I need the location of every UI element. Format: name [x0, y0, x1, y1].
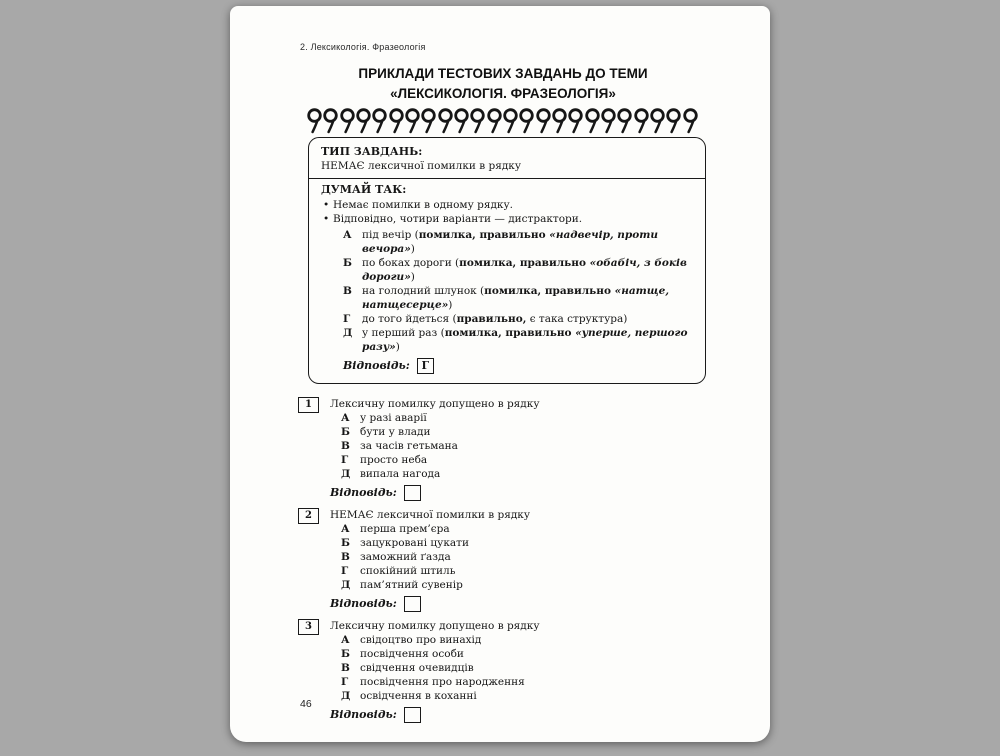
option-text — [362, 312, 627, 326]
option-letter: Б — [341, 426, 350, 439]
option-letter: В — [341, 551, 350, 564]
book-page — [230, 6, 770, 742]
question-body — [330, 508, 530, 612]
example-option-b — [343, 256, 693, 284]
answer-label: Відповідь: — [343, 359, 410, 373]
option-letter: В — [343, 285, 352, 298]
option-letter: Г — [341, 454, 349, 467]
option-letter: Г — [343, 313, 351, 326]
answer-option — [341, 453, 540, 467]
example-options — [343, 228, 693, 354]
task-type-label: ТИП ЗАВДАНЬ: — [321, 145, 423, 159]
spiral-binding-decoration — [307, 107, 699, 134]
answer-option — [341, 522, 530, 536]
example-option-v — [343, 284, 693, 312]
option-text: зацукровані цукати — [360, 537, 469, 550]
answer-box-empty — [404, 485, 421, 501]
option-letter: А — [343, 229, 352, 242]
option-text-part: під вечір ( — [362, 229, 419, 242]
option-text-part: ) — [395, 341, 400, 354]
option-text: заможний ґазда — [360, 551, 451, 564]
option-text: посвідчення особи — [360, 648, 464, 661]
option-text-bold-italic: «уперше, першого разу» — [362, 327, 688, 354]
task-type-text: НЕМАЄ лексичної помилки в рядку — [321, 160, 522, 173]
option-letter: В — [341, 662, 350, 675]
option-letter: Г — [341, 676, 349, 689]
question-2 — [300, 508, 706, 612]
option-text: за часів гетьмана — [360, 440, 458, 453]
option-text-bold-italic: «натще, натщесерце» — [362, 285, 670, 312]
example-option-g — [343, 312, 693, 326]
option-text: свідчення очевидців — [360, 662, 474, 675]
option-text-bold: правильно, — [456, 313, 527, 326]
question-number: 1 — [298, 397, 319, 413]
question-prompt: Лексичну помилку допущено в рядку — [330, 620, 540, 633]
answer-option — [341, 689, 540, 703]
option-text-part: по боках дороги ( — [362, 257, 460, 270]
option-text-bold: помилка, правильно — [459, 257, 590, 270]
question-options — [341, 633, 540, 703]
answer-row — [330, 707, 540, 723]
task-type-section — [321, 145, 693, 173]
option-letter: Б — [343, 257, 352, 270]
option-letter: А — [341, 634, 350, 647]
option-text-bold-italic: «обабіч, з боків дороги» — [362, 257, 687, 284]
answer-option — [341, 647, 540, 661]
questions-list — [300, 397, 706, 723]
option-text — [362, 284, 692, 312]
example-task-box — [308, 137, 706, 384]
option-text: освідчення в коханні — [360, 690, 477, 703]
answer-row — [330, 485, 540, 501]
think-label: ДУМАЙ ТАК: — [321, 183, 407, 197]
option-text-bold: помилка, правильно — [444, 327, 576, 340]
question-1 — [300, 397, 706, 501]
answer-label: Відповідь: — [330, 708, 397, 722]
option-letter: Г — [341, 565, 349, 578]
answer-box-filled: Г — [417, 358, 434, 374]
option-text: свідоцтво про винахід — [360, 634, 482, 647]
page-content — [300, 6, 706, 730]
example-option-d — [343, 326, 693, 354]
option-text-bold: помилка, правильно — [418, 229, 550, 242]
option-text-bold-italic: «надвечір, проти вечора» — [362, 229, 659, 256]
question-options — [341, 522, 530, 592]
option-letter: Б — [341, 648, 350, 661]
question-3 — [300, 619, 706, 723]
option-letter: Д — [341, 579, 351, 592]
answer-option — [341, 633, 540, 647]
page-title-line1: ПРИКЛАДИ ТЕСТОВИХ ЗАВДАНЬ ДО ТЕМИ — [358, 66, 648, 81]
think-bullet: • Немає помилки в одному рядку. — [321, 198, 693, 212]
page-number: 46 — [300, 698, 312, 710]
option-text — [362, 256, 692, 284]
answer-option — [341, 467, 540, 481]
option-letter: Д — [343, 327, 353, 340]
page-title-line2: «ЛЕКСИКОЛОГІЯ. ФРАЗЕОЛОГІЯ» — [390, 85, 616, 101]
think-bullets — [321, 198, 693, 226]
answer-option — [341, 661, 540, 675]
answer-option — [341, 439, 540, 453]
option-letter: Б — [341, 537, 350, 550]
question-prompt: Лексичну помилку допущено в рядку — [330, 398, 540, 411]
option-letter: А — [341, 523, 350, 536]
think-section — [321, 183, 693, 374]
answer-option — [341, 411, 540, 425]
option-text-part: до того йдеться ( — [362, 313, 457, 326]
page-title — [300, 64, 706, 103]
answer-box-empty — [404, 596, 421, 612]
question-options — [341, 411, 540, 481]
answer-row — [330, 596, 530, 612]
option-text — [362, 326, 692, 354]
option-text-part: ) — [410, 271, 415, 284]
answer-box-empty — [404, 707, 421, 723]
section-divider — [309, 178, 705, 179]
answer-label: Відповідь: — [330, 486, 397, 500]
option-text: пам’ятний сувенір — [360, 579, 463, 592]
answer-option — [341, 675, 540, 689]
question-body — [330, 397, 540, 501]
option-text: просто неба — [360, 454, 428, 467]
question-prompt: НЕМАЄ лексичної помилки в рядку — [330, 509, 531, 522]
question-body — [330, 619, 540, 723]
option-text: перша прем’єра — [360, 523, 450, 536]
answer-option — [341, 550, 530, 564]
option-letter: Д — [341, 690, 351, 703]
question-number: 2 — [298, 508, 319, 524]
option-text: випала нагода — [360, 468, 441, 481]
answer-option — [341, 536, 530, 550]
answer-label: Відповідь: — [330, 597, 397, 611]
question-number: 3 — [298, 619, 319, 635]
option-text: бути у влади — [360, 426, 431, 439]
example-option-a — [343, 228, 693, 256]
option-text-bold: помилка, правильно — [484, 285, 615, 298]
option-text: спокійний штиль — [360, 565, 456, 578]
answer-option — [341, 578, 530, 592]
option-text — [362, 228, 692, 256]
option-text-part: на голодний шлунок ( — [362, 285, 485, 298]
option-text-part: у перший раз ( — [362, 327, 445, 340]
option-text: посвідчення про народження — [360, 676, 525, 689]
option-letter: А — [341, 412, 350, 425]
option-letter: В — [341, 440, 350, 453]
option-text-part: ) — [410, 243, 415, 256]
example-answer-row — [343, 358, 693, 374]
option-text: у разі аварії — [360, 412, 427, 425]
answer-option — [341, 425, 540, 439]
think-bullet: • Відповідно, чотири варіанти — дистрактори. — [321, 212, 693, 226]
option-text-part: ) — [448, 299, 453, 312]
option-letter: Д — [341, 468, 351, 481]
chapter-header: 2. Лексикологія. Фразеологія — [300, 42, 426, 52]
option-text-part: є така структура) — [526, 313, 628, 326]
answer-option — [341, 564, 530, 578]
